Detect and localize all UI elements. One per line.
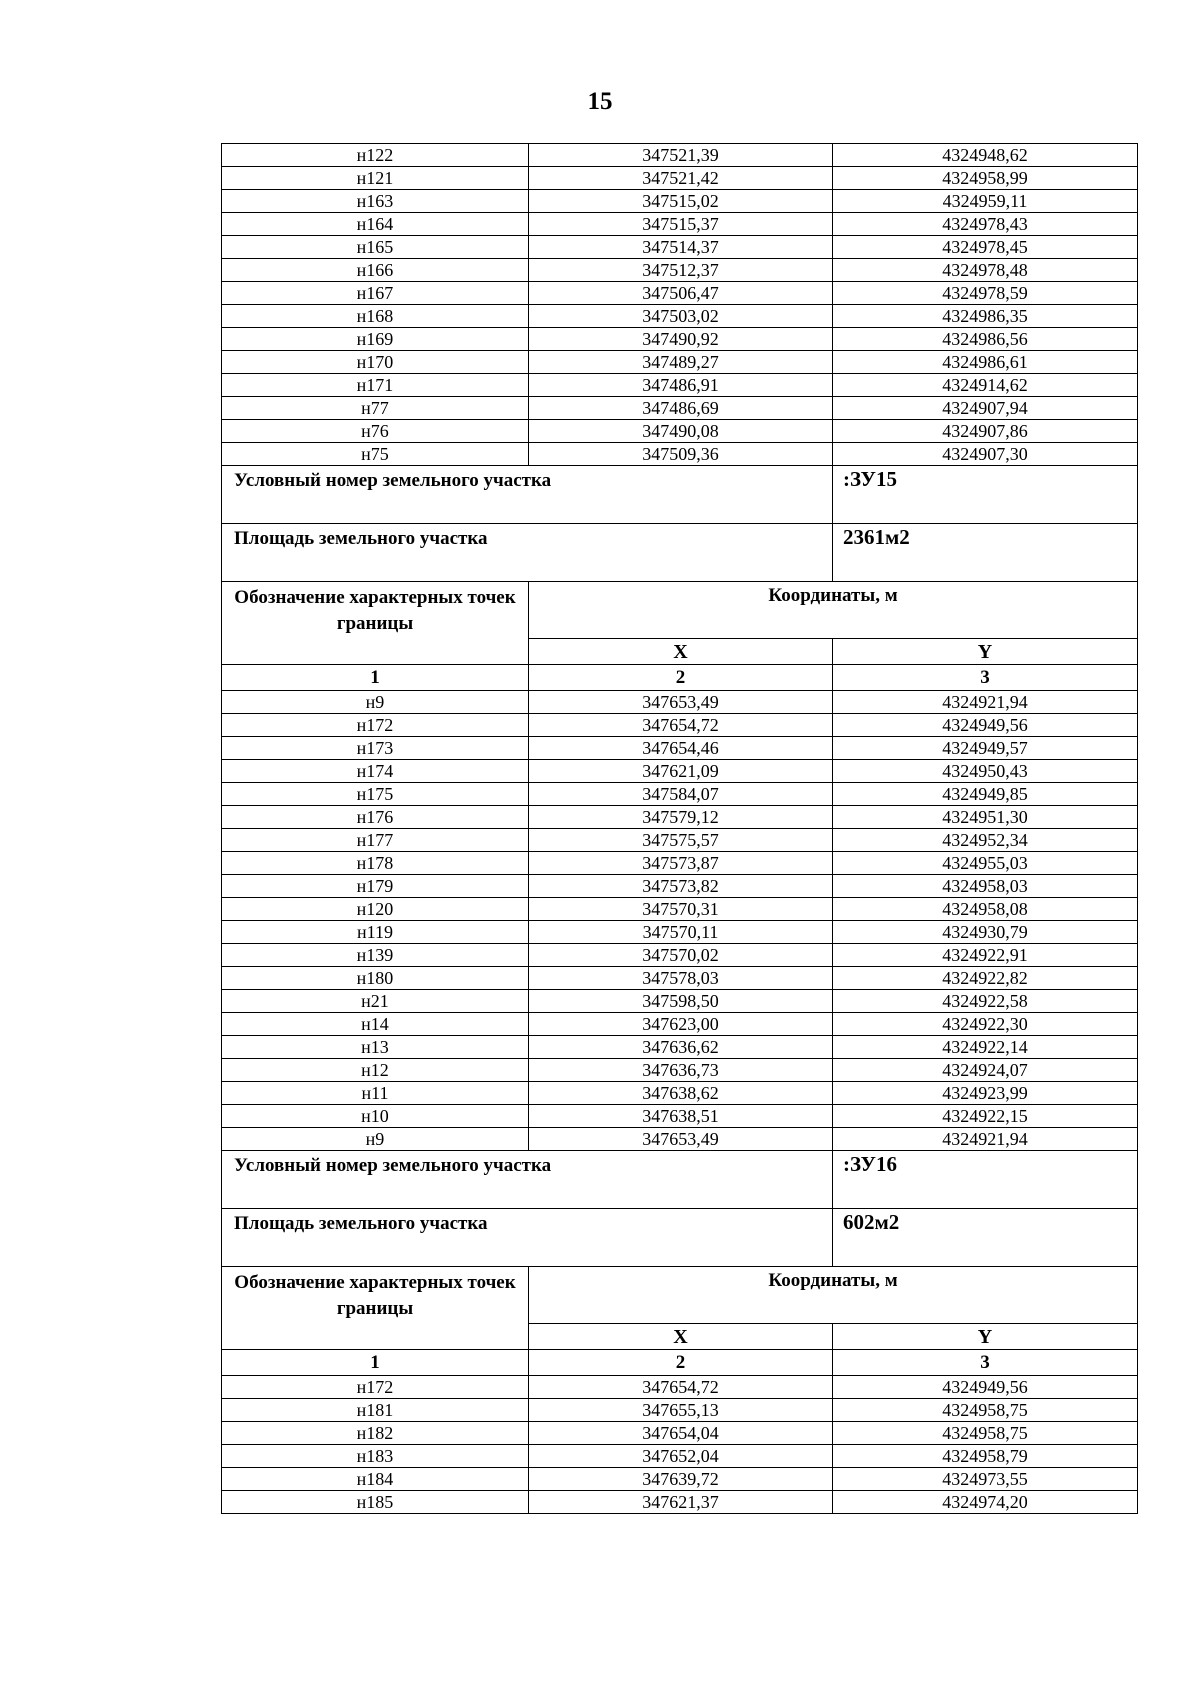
point-name: н182	[222, 1422, 529, 1445]
point-name: н76	[222, 420, 529, 443]
x-coordinate: 347486,91	[529, 374, 833, 397]
point-name: н173	[222, 737, 529, 760]
x-coordinate: 347654,72	[529, 1376, 833, 1399]
table-row	[222, 1128, 1138, 1151]
column-number: 1	[222, 1350, 529, 1376]
table-row	[222, 737, 1138, 760]
table-row	[222, 167, 1138, 190]
parcel-area-row	[222, 1209, 1138, 1267]
coordinates-header: Координаты, м	[529, 582, 1138, 639]
x-coordinate: 347655,13	[529, 1399, 833, 1422]
y-coordinate: 4324950,43	[833, 760, 1138, 783]
x-coordinate: 347503,02	[529, 305, 833, 328]
table-row	[222, 213, 1138, 236]
column-number: 1	[222, 665, 529, 691]
point-name: н10	[222, 1105, 529, 1128]
point-name: н172	[222, 714, 529, 737]
parcel-number-label: Условный номер земельного участка	[222, 1151, 833, 1209]
column-numbers-row	[222, 1350, 1138, 1376]
point-name: н75	[222, 443, 529, 466]
x-coordinate: 347570,02	[529, 944, 833, 967]
y-coordinate: 4324914,62	[833, 374, 1138, 397]
table-row	[222, 691, 1138, 714]
x-coordinate: 347636,62	[529, 1036, 833, 1059]
parcel-area-label: Площадь земельного участка	[222, 524, 833, 582]
x-coordinate: 347575,57	[529, 829, 833, 852]
y-coordinate: 4324952,34	[833, 829, 1138, 852]
y-coordinate: 4324949,57	[833, 737, 1138, 760]
x-coordinate: 347584,07	[529, 783, 833, 806]
point-name: н185	[222, 1491, 529, 1514]
parcel-number-label: Условный номер земельного участка	[222, 466, 833, 524]
point-name: н166	[222, 259, 529, 282]
parcel-area-value: 2361м2	[833, 524, 1138, 582]
table-row	[222, 990, 1138, 1013]
y-coordinate: 4324951,30	[833, 806, 1138, 829]
table-row	[222, 1422, 1138, 1445]
point-name: н180	[222, 967, 529, 990]
point-name: н171	[222, 374, 529, 397]
point-name: н179	[222, 875, 529, 898]
y-coordinate: 4324921,94	[833, 691, 1138, 714]
x-header: X	[529, 639, 833, 665]
x-coordinate: 347639,72	[529, 1468, 833, 1491]
table-row	[222, 944, 1138, 967]
y-coordinate: 4324922,58	[833, 990, 1138, 1013]
column-number: 2	[529, 1350, 833, 1376]
point-name: н181	[222, 1399, 529, 1422]
x-coordinate: 347489,27	[529, 351, 833, 374]
coordinates-header: Координаты, м	[529, 1267, 1138, 1324]
parcel-number-row	[222, 466, 1138, 524]
y-coordinate: 4324958,99	[833, 167, 1138, 190]
table-header-row	[222, 582, 1138, 639]
x-coordinate: 347486,69	[529, 397, 833, 420]
parcel-number-row	[222, 1151, 1138, 1209]
point-name: н163	[222, 190, 529, 213]
x-coordinate: 347654,46	[529, 737, 833, 760]
y-header: Y	[833, 1324, 1138, 1350]
table-row	[222, 351, 1138, 374]
x-coordinate: 347570,31	[529, 898, 833, 921]
table-row	[222, 1082, 1138, 1105]
y-coordinate: 4324949,56	[833, 1376, 1138, 1399]
y-coordinate: 4324907,30	[833, 443, 1138, 466]
point-name: н177	[222, 829, 529, 852]
y-coordinate: 4324986,61	[833, 351, 1138, 374]
y-coordinate: 4324921,94	[833, 1128, 1138, 1151]
point-name: н139	[222, 944, 529, 967]
y-coordinate: 4324924,07	[833, 1059, 1138, 1082]
point-name: н169	[222, 328, 529, 351]
x-coordinate: 347653,49	[529, 1128, 833, 1151]
table-row	[222, 397, 1138, 420]
x-coordinate: 347573,87	[529, 852, 833, 875]
table-row	[222, 305, 1138, 328]
parcel-number-value: :ЗУ15	[833, 466, 1138, 524]
y-coordinate: 4324922,30	[833, 1013, 1138, 1036]
table-row	[222, 714, 1138, 737]
x-coordinate: 347621,37	[529, 1491, 833, 1514]
y-coordinate: 4324922,14	[833, 1036, 1138, 1059]
point-name: н164	[222, 213, 529, 236]
point-name: н167	[222, 282, 529, 305]
point-name: н174	[222, 760, 529, 783]
table-row	[222, 144, 1138, 167]
point-name: н12	[222, 1059, 529, 1082]
x-coordinate: 347654,04	[529, 1422, 833, 1445]
x-coordinate: 347621,09	[529, 760, 833, 783]
table-row	[222, 1013, 1138, 1036]
x-coordinate: 347654,72	[529, 714, 833, 737]
y-coordinate: 4324958,79	[833, 1445, 1138, 1468]
x-coordinate: 347638,51	[529, 1105, 833, 1128]
table-header-row	[222, 1267, 1138, 1324]
coordinates-table	[221, 143, 1138, 1514]
y-coordinate: 4324959,11	[833, 190, 1138, 213]
x-coordinate: 347578,03	[529, 967, 833, 990]
point-name: н170	[222, 351, 529, 374]
y-coordinate: 4324922,82	[833, 967, 1138, 990]
points-header: Обозначение характерных точек границы	[222, 582, 529, 665]
table-row	[222, 420, 1138, 443]
column-number: 2	[529, 665, 833, 691]
page-number: 15	[587, 88, 613, 115]
point-name: н175	[222, 783, 529, 806]
y-coordinate: 4324922,91	[833, 944, 1138, 967]
table-row	[222, 760, 1138, 783]
x-coordinate: 347570,11	[529, 921, 833, 944]
y-coordinate: 4324907,86	[833, 420, 1138, 443]
column-number: 3	[833, 1350, 1138, 1376]
x-coordinate: 347573,82	[529, 875, 833, 898]
x-coordinate: 347579,12	[529, 806, 833, 829]
point-name: н77	[222, 397, 529, 420]
table-row	[222, 328, 1138, 351]
y-coordinate: 4324986,35	[833, 305, 1138, 328]
x-coordinate: 347490,92	[529, 328, 833, 351]
y-coordinate: 4324978,43	[833, 213, 1138, 236]
y-coordinate: 4324986,56	[833, 328, 1138, 351]
x-coordinate: 347653,49	[529, 691, 833, 714]
y-header: Y	[833, 639, 1138, 665]
point-name: н165	[222, 236, 529, 259]
column-numbers-row	[222, 665, 1138, 691]
x-coordinate: 347623,00	[529, 1013, 833, 1036]
table-row	[222, 898, 1138, 921]
x-coordinate: 347515,37	[529, 213, 833, 236]
point-name: н176	[222, 806, 529, 829]
x-coordinate: 347598,50	[529, 990, 833, 1013]
point-name: н21	[222, 990, 529, 1013]
y-coordinate: 4324923,99	[833, 1082, 1138, 1105]
x-coordinate: 347490,08	[529, 420, 833, 443]
y-coordinate: 4324974,20	[833, 1491, 1138, 1514]
y-coordinate: 4324949,85	[833, 783, 1138, 806]
point-name: н178	[222, 852, 529, 875]
table-row	[222, 190, 1138, 213]
x-coordinate: 347636,73	[529, 1059, 833, 1082]
point-name: н13	[222, 1036, 529, 1059]
table-row	[222, 443, 1138, 466]
table-row	[222, 852, 1138, 875]
x-coordinate: 347652,04	[529, 1445, 833, 1468]
table-row	[222, 829, 1138, 852]
x-coordinate: 347509,36	[529, 443, 833, 466]
table-row	[222, 1059, 1138, 1082]
table-row	[222, 1036, 1138, 1059]
table-row	[222, 783, 1138, 806]
parcel-area-value: 602м2	[833, 1209, 1138, 1267]
y-coordinate: 4324978,45	[833, 236, 1138, 259]
table-row	[222, 875, 1138, 898]
y-coordinate: 4324907,94	[833, 397, 1138, 420]
y-coordinate: 4324930,79	[833, 921, 1138, 944]
y-coordinate: 4324958,08	[833, 898, 1138, 921]
point-name: н11	[222, 1082, 529, 1105]
point-name: н14	[222, 1013, 529, 1036]
y-coordinate: 4324958,03	[833, 875, 1138, 898]
y-coordinate: 4324958,75	[833, 1422, 1138, 1445]
table-row	[222, 1491, 1138, 1514]
table-row	[222, 282, 1138, 305]
x-coordinate: 347638,62	[529, 1082, 833, 1105]
table-row	[222, 1445, 1138, 1468]
x-coordinate: 347515,02	[529, 190, 833, 213]
parcel-area-row	[222, 524, 1138, 582]
x-header: X	[529, 1324, 833, 1350]
point-name: н122	[222, 144, 529, 167]
point-name: н184	[222, 1468, 529, 1491]
y-coordinate: 4324958,75	[833, 1399, 1138, 1422]
point-name: н172	[222, 1376, 529, 1399]
table-row	[222, 236, 1138, 259]
y-coordinate: 4324978,59	[833, 282, 1138, 305]
point-name: н183	[222, 1445, 529, 1468]
x-coordinate: 347521,39	[529, 144, 833, 167]
table-row	[222, 1105, 1138, 1128]
table-row	[222, 259, 1138, 282]
y-coordinate: 4324973,55	[833, 1468, 1138, 1491]
x-coordinate: 347512,37	[529, 259, 833, 282]
point-name: н121	[222, 167, 529, 190]
table-row	[222, 1468, 1138, 1491]
point-name: н168	[222, 305, 529, 328]
y-coordinate: 4324955,03	[833, 852, 1138, 875]
x-coordinate: 347506,47	[529, 282, 833, 305]
point-name: н119	[222, 921, 529, 944]
parcel-area-label: Площадь земельного участка	[222, 1209, 833, 1267]
table-row	[222, 1399, 1138, 1422]
x-coordinate: 347514,37	[529, 236, 833, 259]
point-name: н9	[222, 691, 529, 714]
table-row	[222, 1376, 1138, 1399]
table-row	[222, 921, 1138, 944]
point-name: н120	[222, 898, 529, 921]
column-number: 3	[833, 665, 1138, 691]
y-coordinate: 4324922,15	[833, 1105, 1138, 1128]
y-coordinate: 4324949,56	[833, 714, 1138, 737]
x-coordinate: 347521,42	[529, 167, 833, 190]
table-row	[222, 374, 1138, 397]
table-row	[222, 967, 1138, 990]
table-row	[222, 806, 1138, 829]
point-name: н9	[222, 1128, 529, 1151]
y-coordinate: 4324978,48	[833, 259, 1138, 282]
points-header: Обозначение характерных точек границы	[222, 1267, 529, 1350]
parcel-number-value: :ЗУ16	[833, 1151, 1138, 1209]
y-coordinate: 4324948,62	[833, 144, 1138, 167]
